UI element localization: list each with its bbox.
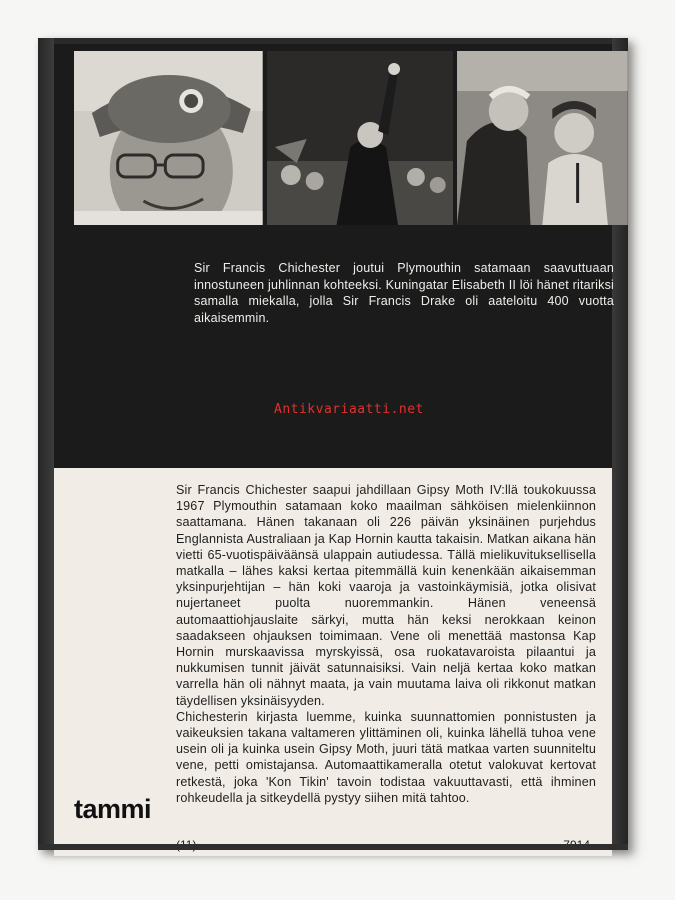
watermark-text: Antikvariaatti.net bbox=[274, 402, 424, 417]
blurb-paragraph-1: Sir Francis Chichester saapui jahdillaan Gipsy Moth IV:llä toukokuussa 1967 Plymouthin satamaan koko maailman sähköisen mielenkiinnon saattamana. Hänen takanaan oli 226 päivän yksinäinen purjehdus Englannista Australiaan ja Kap Hornin kautta takaisin. Matkan aikana hän vietti 65-vuotispäiväänsä ulappain autiudessa. Tällä mielikuvituksellisella matkalla – lähes kaksi kertaa pitemmällä kuin kenenkään aikaisemman yksinpurjehtijan – hän koki vaaroja ja vastoinkäymisiä, jotka olisivat nujertaneet puolta nuoremmankin. Hänen veneensä automaattiohjauslaite särkyi, mutta hän keksi nerokkaan keinon saadakseen ohjauksen toimimaan. Vene oli menettää mastonsa Kap Hornin murskaavissa myrskyissä, osa ruokatavaroista pilaantui ja nukkumisen tunnit jäivät satunnaisiksi. Vain neljä kertaa koko matkan varrella hän oli nähnyt maata, ja vain muutama laiva oli rikkonut matkan täydellisen yksinäisyyden. bbox=[176, 483, 596, 708]
photo-caption: Sir Francis Chichester joutui Plymouthin satamaan saavuttuaan innostuneen juhlinnan kohteeksi. Kuningatar Elisabeth II löi hänet ritariksi samalla miekalla, jolla Sir Francis Drake oli aateloitu 400 vuotta aikaisemmin. bbox=[194, 261, 614, 325]
book-back-cover bbox=[38, 38, 628, 850]
dark-photo-panel bbox=[54, 44, 612, 468]
crowd-wave-photo bbox=[267, 51, 454, 225]
photo-strip bbox=[74, 51, 628, 225]
cover-bottom-edge bbox=[38, 844, 628, 850]
blurb-text bbox=[176, 482, 596, 806]
publisher-logo: tammi bbox=[74, 794, 152, 824]
knighting-photo bbox=[457, 51, 628, 225]
cover-left-edge bbox=[38, 38, 54, 850]
text-panel bbox=[54, 468, 612, 856]
portrait-photo bbox=[74, 51, 263, 225]
blurb-paragraph-2: Chichesterin kirjasta luemme, kuinka suunnattomien ponnistusten ja vaikeuksien takana valtameren ylittäminen oli, kuinka lähellä tuhoa vene usein oli ja kuinka usein Gipsy Moth, juuri tätä matkaa varten suunniteltu vene, petti omistajansa. Automaattikameralla otetut valokuvat kertovat retkestä, joka 'Kon Tikin' tavoin todistaa vakuuttavasti, että ihminen rohkeudella ja sitkeydellä pystyy siihen mitä tahtoo. bbox=[176, 709, 596, 805]
